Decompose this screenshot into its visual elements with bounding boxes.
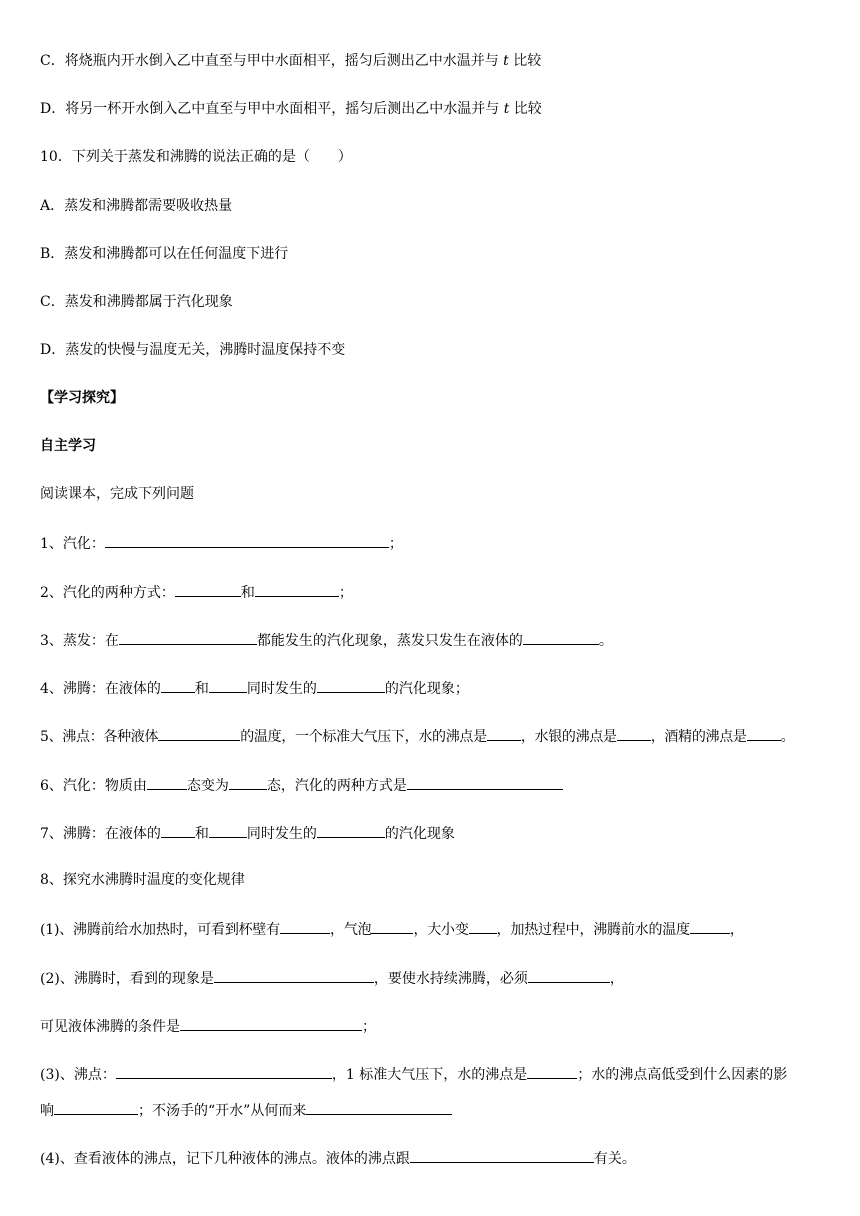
- item-text: 都能发生的汽化现象，蒸发只发生在液体的: [256, 633, 523, 649]
- section-intro: 阅读课本，完成下列问题: [40, 486, 194, 502]
- item-text: 的汽化现象；: [384, 681, 469, 697]
- answer-blank[interactable]: [161, 678, 195, 693]
- option-text: C．将烧瓶内开水倒入乙中直至与甲中水面相平，摇匀后测出乙中水温并与: [40, 53, 504, 69]
- item-text: ，: [729, 922, 744, 938]
- answer-blank[interactable]: [317, 678, 385, 693]
- answer-blank[interactable]: [158, 726, 240, 741]
- item-text: 的温度，一个标准大气压下，水的沸点是: [240, 729, 487, 745]
- sub-item-2: [40, 968, 624, 988]
- item-8: 8、探究水沸腾时温度的变化规律: [40, 872, 245, 888]
- q10-option-a: A．蒸发和沸腾都需要吸收热量: [40, 198, 233, 214]
- section-subheading: 自主学习: [40, 438, 96, 454]
- item-text: ；不汤手的“开水”从何而来: [138, 1103, 307, 1119]
- item-text: (4)、查看液体的沸点，记下几种液体的沸点。液体的沸点跟: [40, 1151, 410, 1167]
- item-text: ，大小变: [413, 922, 469, 938]
- variable-t: t: [503, 101, 510, 117]
- item-text: (3)、沸点：: [40, 1067, 116, 1083]
- answer-blank[interactable]: [617, 726, 651, 741]
- option-text: 比较: [508, 53, 542, 69]
- item-text: ；水的沸点高低受到什么因素的影: [577, 1067, 788, 1083]
- item-text: 响: [40, 1103, 54, 1119]
- item-text: 。: [598, 633, 613, 649]
- item-text: ，气泡: [330, 922, 372, 938]
- item-text: 7、沸腾：在液体的: [40, 826, 161, 842]
- item-1: [40, 533, 403, 553]
- item-text: 2、汽化的两种方式：: [40, 585, 175, 601]
- item-text: 4、沸腾：在液体的: [40, 681, 161, 697]
- answer-blank[interactable]: [690, 919, 730, 934]
- item-text: (2)、沸腾时，看到的现象是: [40, 971, 214, 987]
- answer-blank[interactable]: [209, 678, 247, 693]
- q10-option-c: C．蒸发和沸腾都属于汽化现象: [40, 294, 233, 310]
- answer-blank[interactable]: [161, 823, 195, 838]
- item-text: 同时发生的: [246, 826, 317, 842]
- answer-blank[interactable]: [180, 1016, 362, 1031]
- answer-blank[interactable]: [528, 968, 610, 983]
- item-text: ，酒精的沸点是: [650, 729, 747, 745]
- item-text: 态，汽化的两种方式是: [266, 778, 407, 794]
- sub-item-3-continued: [40, 1100, 452, 1120]
- answer-blank[interactable]: [175, 582, 241, 597]
- answer-blank[interactable]: [214, 968, 374, 983]
- answer-blank[interactable]: [469, 919, 497, 934]
- q10-stem: 10．下列关于蒸发和沸腾的说法正确的是（ ）: [40, 149, 352, 165]
- item-4: [40, 678, 469, 698]
- answer-blank[interactable]: [487, 726, 521, 741]
- item-text: ，加热过程中，沸腾前水的温度: [496, 922, 690, 938]
- answer-blank[interactable]: [147, 775, 187, 790]
- item-text: 态变为: [186, 778, 229, 794]
- item-text: 同时发生的: [246, 681, 317, 697]
- item-text: 5、沸点：各种液体: [40, 729, 159, 745]
- sub-item-2-condition: [40, 1016, 376, 1036]
- answer-blank[interactable]: [119, 630, 257, 645]
- sub-item-1: [40, 919, 744, 939]
- answer-blank[interactable]: [229, 775, 267, 790]
- answer-blank[interactable]: [317, 823, 385, 838]
- answer-blank[interactable]: [209, 823, 247, 838]
- q10-option-b: B．蒸发和沸腾都可以在任何温度下进行: [40, 246, 289, 262]
- answer-blank[interactable]: [116, 1064, 332, 1079]
- item-text: 和: [240, 585, 255, 601]
- item-text: ，1 标准大气压下，水的沸点是: [331, 1067, 528, 1083]
- answer-blank[interactable]: [306, 1100, 452, 1115]
- item-text: (1)、沸腾前给水加热时，可看到杯壁有: [40, 922, 281, 938]
- item-text: 可见液体沸腾的条件是: [40, 1019, 180, 1035]
- item-6: [40, 775, 563, 795]
- answer-blank[interactable]: [280, 919, 330, 934]
- answer-blank[interactable]: [410, 1148, 594, 1163]
- answer-blank[interactable]: [407, 775, 563, 790]
- item-text: 6、汽化：物质由: [40, 778, 147, 794]
- answer-blank[interactable]: [747, 726, 781, 741]
- answer-blank[interactable]: [105, 533, 389, 548]
- item-2: [40, 582, 353, 602]
- item-text: 的汽化现象: [384, 826, 455, 842]
- item-7: [40, 823, 455, 843]
- item-text: 和: [194, 826, 209, 842]
- item-text: 1、汽化：: [40, 536, 105, 552]
- item-text: 。: [780, 729, 795, 745]
- item-5: [40, 726, 794, 746]
- item-text: 有关。: [593, 1151, 636, 1167]
- q9-option-d: [40, 100, 542, 118]
- sub-item-4: [40, 1148, 636, 1168]
- item-3: [40, 630, 613, 650]
- section-heading: 【学习探究】: [40, 390, 124, 406]
- answer-blank[interactable]: [255, 582, 339, 597]
- item-text: ，水银的沸点是: [520, 729, 617, 745]
- answer-blank[interactable]: [371, 919, 413, 934]
- option-text: 比较: [509, 101, 542, 117]
- item-text: ；: [388, 536, 403, 552]
- item-text: 和: [194, 681, 209, 697]
- sub-item-3: [40, 1064, 787, 1084]
- item-text: ；: [362, 1019, 376, 1035]
- item-text: 3、蒸发：在: [40, 633, 119, 649]
- item-text: ，: [609, 971, 624, 987]
- q10-option-d: D．蒸发的快慢与温度无关，沸腾时温度保持不变: [40, 342, 346, 358]
- answer-blank[interactable]: [54, 1100, 138, 1115]
- option-text: D．将另一杯开水倒入乙中直至与甲中水面相平，摇匀后测出乙中水温并与: [40, 101, 504, 117]
- item-text: ，要使水持续沸腾，必须: [373, 971, 528, 987]
- item-text: ；: [338, 585, 353, 601]
- answer-blank[interactable]: [523, 630, 599, 645]
- variable-t: t: [503, 53, 509, 69]
- q9-option-c: [40, 52, 541, 70]
- answer-blank[interactable]: [527, 1064, 577, 1079]
